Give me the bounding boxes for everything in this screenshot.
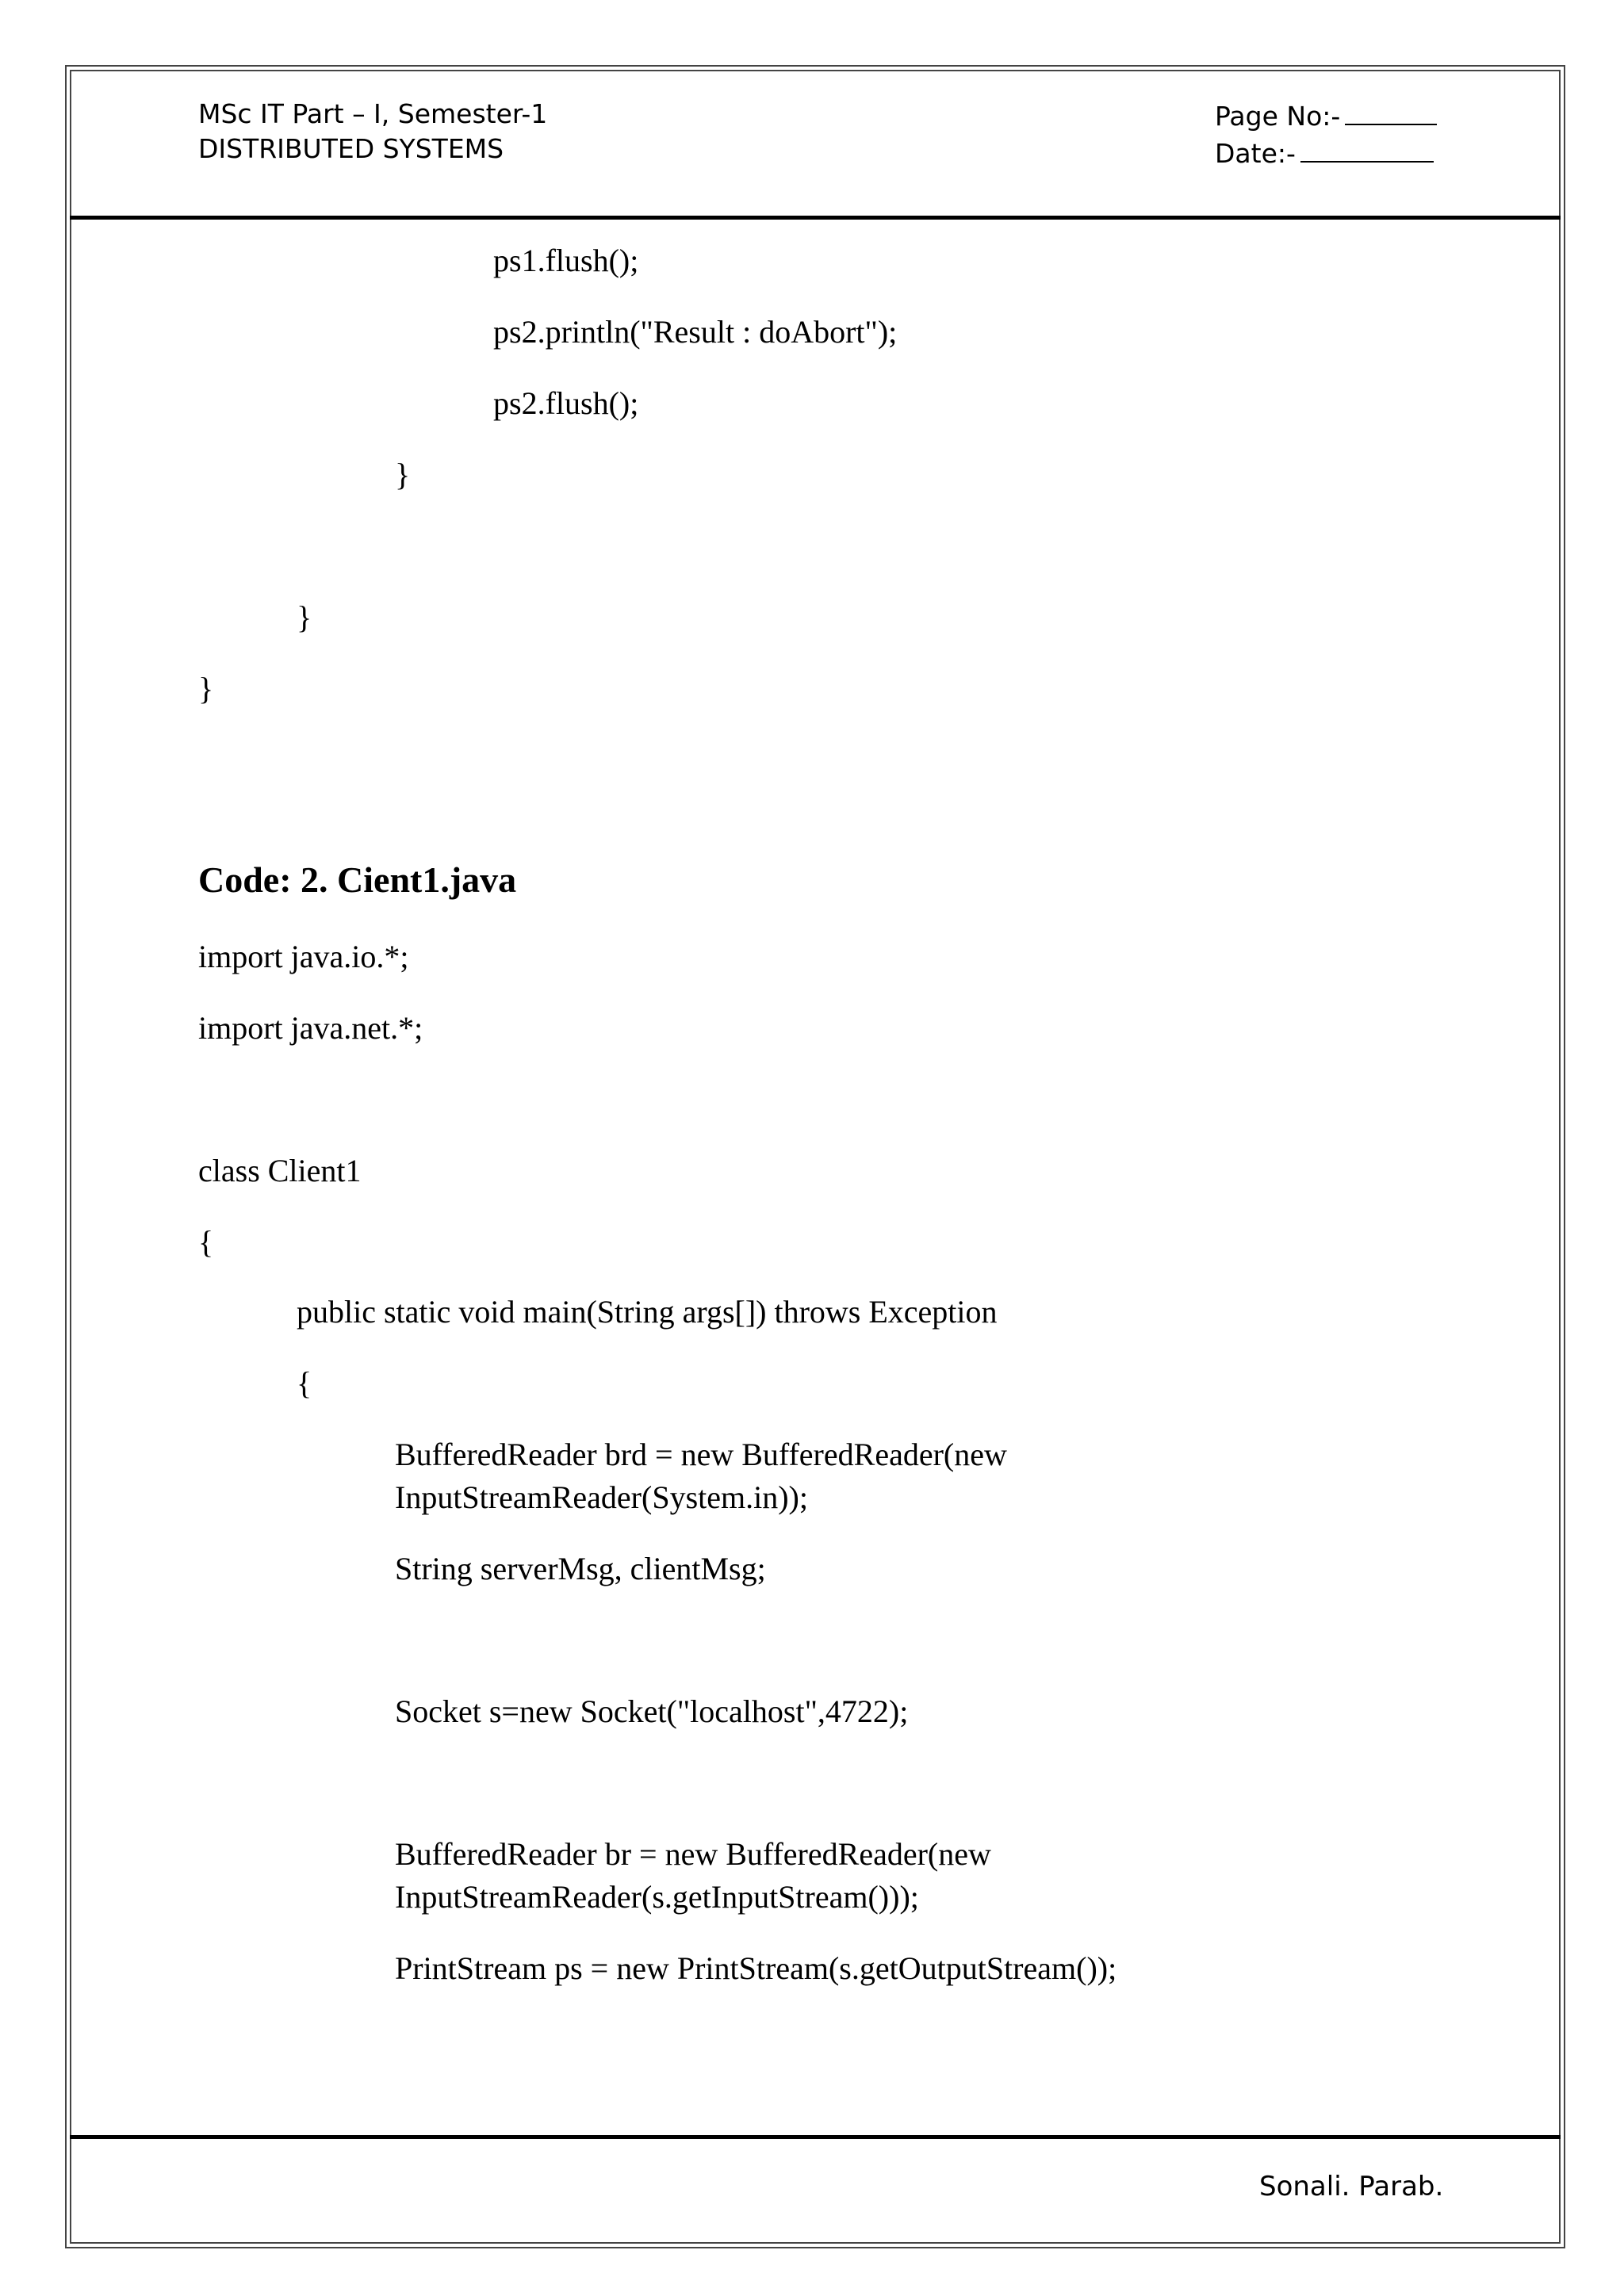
code-line: ps2.flush(); [493, 385, 639, 421]
code-line: { [297, 1365, 312, 1401]
code-line: import java.net.*; [198, 1010, 423, 1046]
code-line: ps1.flush(); [493, 243, 639, 278]
code-line: class Client1 [198, 1153, 362, 1188]
course-label: MSc IT Part – I, Semester-1 [198, 98, 548, 129]
page-no-label: Page No:- [1215, 101, 1341, 132]
footer-divider [70, 2135, 1561, 2139]
page-no-field [1215, 97, 1437, 134]
section-heading: Code: 2. Cient1.java [198, 859, 517, 900]
code-line: InputStreamReader(s.getInputStream())); [395, 1879, 919, 1915]
footer-author: Sonali. Parab. [1259, 2171, 1444, 2202]
code-line: PrintStream ps = new PrintStream(s.getOutputStream()); [395, 1950, 1117, 1986]
code-line: ps2.println("Result : doAbort"); [493, 314, 898, 350]
code-line: String serverMsg, clientMsg; [395, 1551, 766, 1586]
code-line: InputStreamReader(System.in)); [395, 1479, 808, 1515]
code-line: import java.io.*; [198, 939, 409, 974]
code-line: } [198, 671, 214, 706]
code-line: } [297, 599, 312, 635]
header-right [1215, 97, 1437, 171]
code-line: BufferedReader br = new BufferedReader(new [395, 1836, 991, 1872]
code-line: } [395, 457, 411, 492]
code-line: Socket s=new Socket("localhost",4722); [395, 1693, 909, 1729]
subject-label: DISTRIBUTED SYSTEMS [198, 133, 504, 164]
date-label: Date:- [1215, 138, 1296, 169]
page-no-blank [1345, 97, 1437, 125]
code-line: BufferedReader brd = new BufferedReader(new [395, 1437, 1007, 1472]
date-blank [1300, 134, 1434, 163]
code-line: { [198, 1224, 214, 1260]
code-line: public static void main(String args[]) throws Exception [297, 1294, 998, 1330]
date-field [1215, 134, 1437, 171]
header-divider [70, 216, 1561, 220]
header-left [198, 97, 547, 166]
